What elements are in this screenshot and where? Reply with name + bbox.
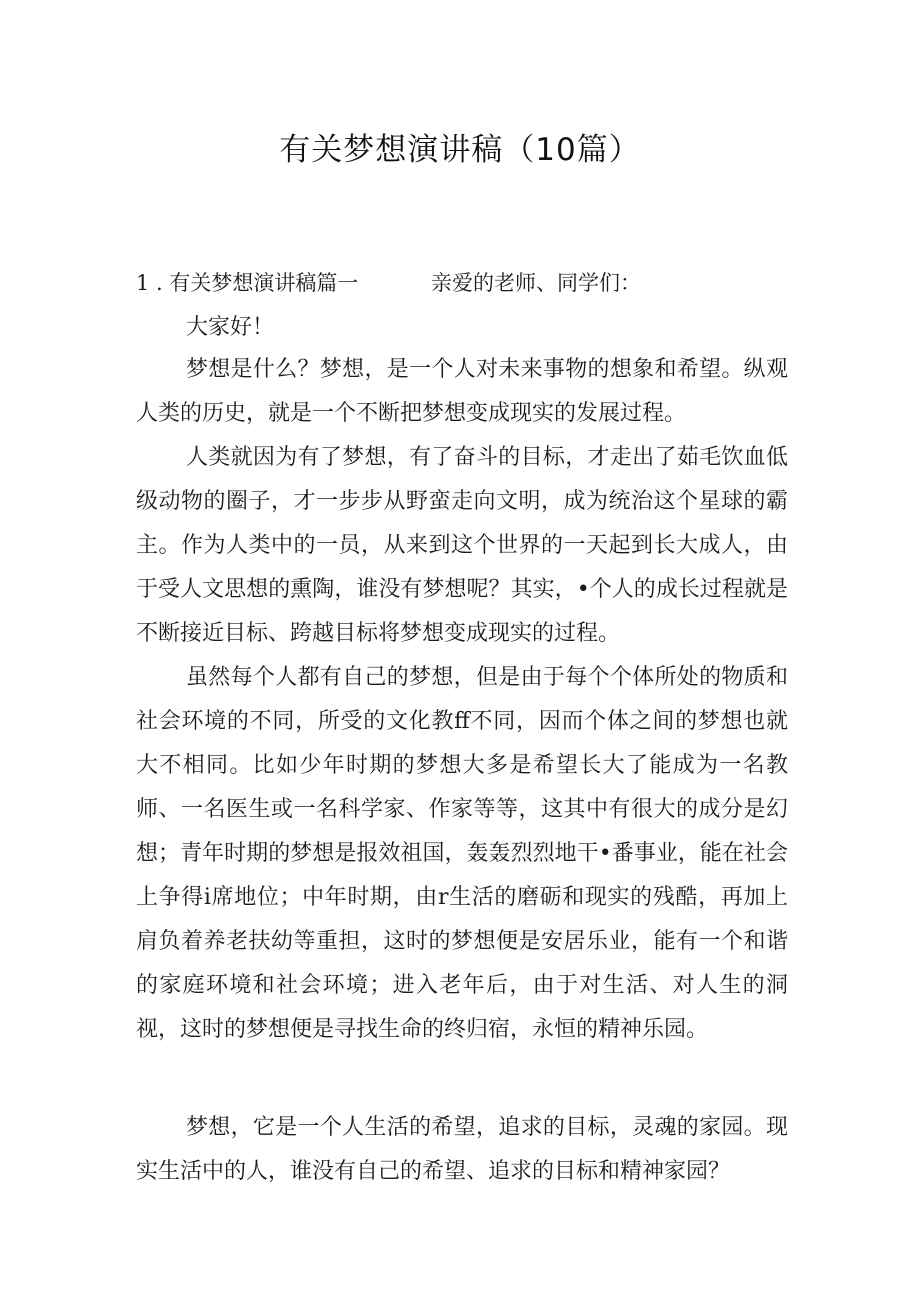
paragraph: 虽然每个人都有自己的梦想，但是由于每个个体所处的物质和社会环境的不同，所受的文化教ff不同，因而个体之间的梦想也就大不相同。比如少年时期的梦想大多是希望长大了能成为一名教师、一名医生或一名科学家、作家等等，这其中有很大的成分是幻想；青年时期的梦想是报效祖国，轰轰烈烈地干•番事业，能在社会上争得i席地位；中年时期，由r生活的磨砺和现实的残酷，再加上肩负着养老扶幼等重担，这时的梦想便是安居乐业，能有一个和谐的家庭环境和社会环境；进入老年后，由于对生活、对人生的洞视，这时的梦想便是寻找生命的终归宿，永恒的精神乐园。 xyxy=(136,665,788,1042)
paragraph: 人类就因为有了梦想，有了奋斗的目标，才走出了茹毛饮血低级动物的圈子，才一步步从野蛮走向文明，成为统治这个星球的霸主。作为人类中的一员，从来到这个世界的一天起到长大成人，由于受人文思想的熏陶，谁没有梦想呢？其实，•个人的成长过程就是不断接近目标、跨越目标将梦想变成现实的过程。 xyxy=(136,445,788,646)
document-title: 有关梦想演讲稿（10篇） xyxy=(279,132,641,168)
paragraph: 梦想是什么？梦想，是一个人对未来事物的想象和希望。纵观人类的历史，就是一个不断把梦想变成现实的发展过程。 xyxy=(136,357,788,426)
salutation: 亲爱的老师、同学们： xyxy=(431,271,641,295)
section-heading: 1 . 有关梦想演讲稿篇一 xyxy=(136,271,359,295)
paragraph: 梦想，它是一个人生活的希望，追求的目标，灵魂的家园。现实生活中的人，谁没有自己的希望、追求的目标和精神家园？ xyxy=(136,1115,788,1184)
section-heading-line xyxy=(136,267,641,297)
greeting: 大家好！ xyxy=(186,315,275,340)
